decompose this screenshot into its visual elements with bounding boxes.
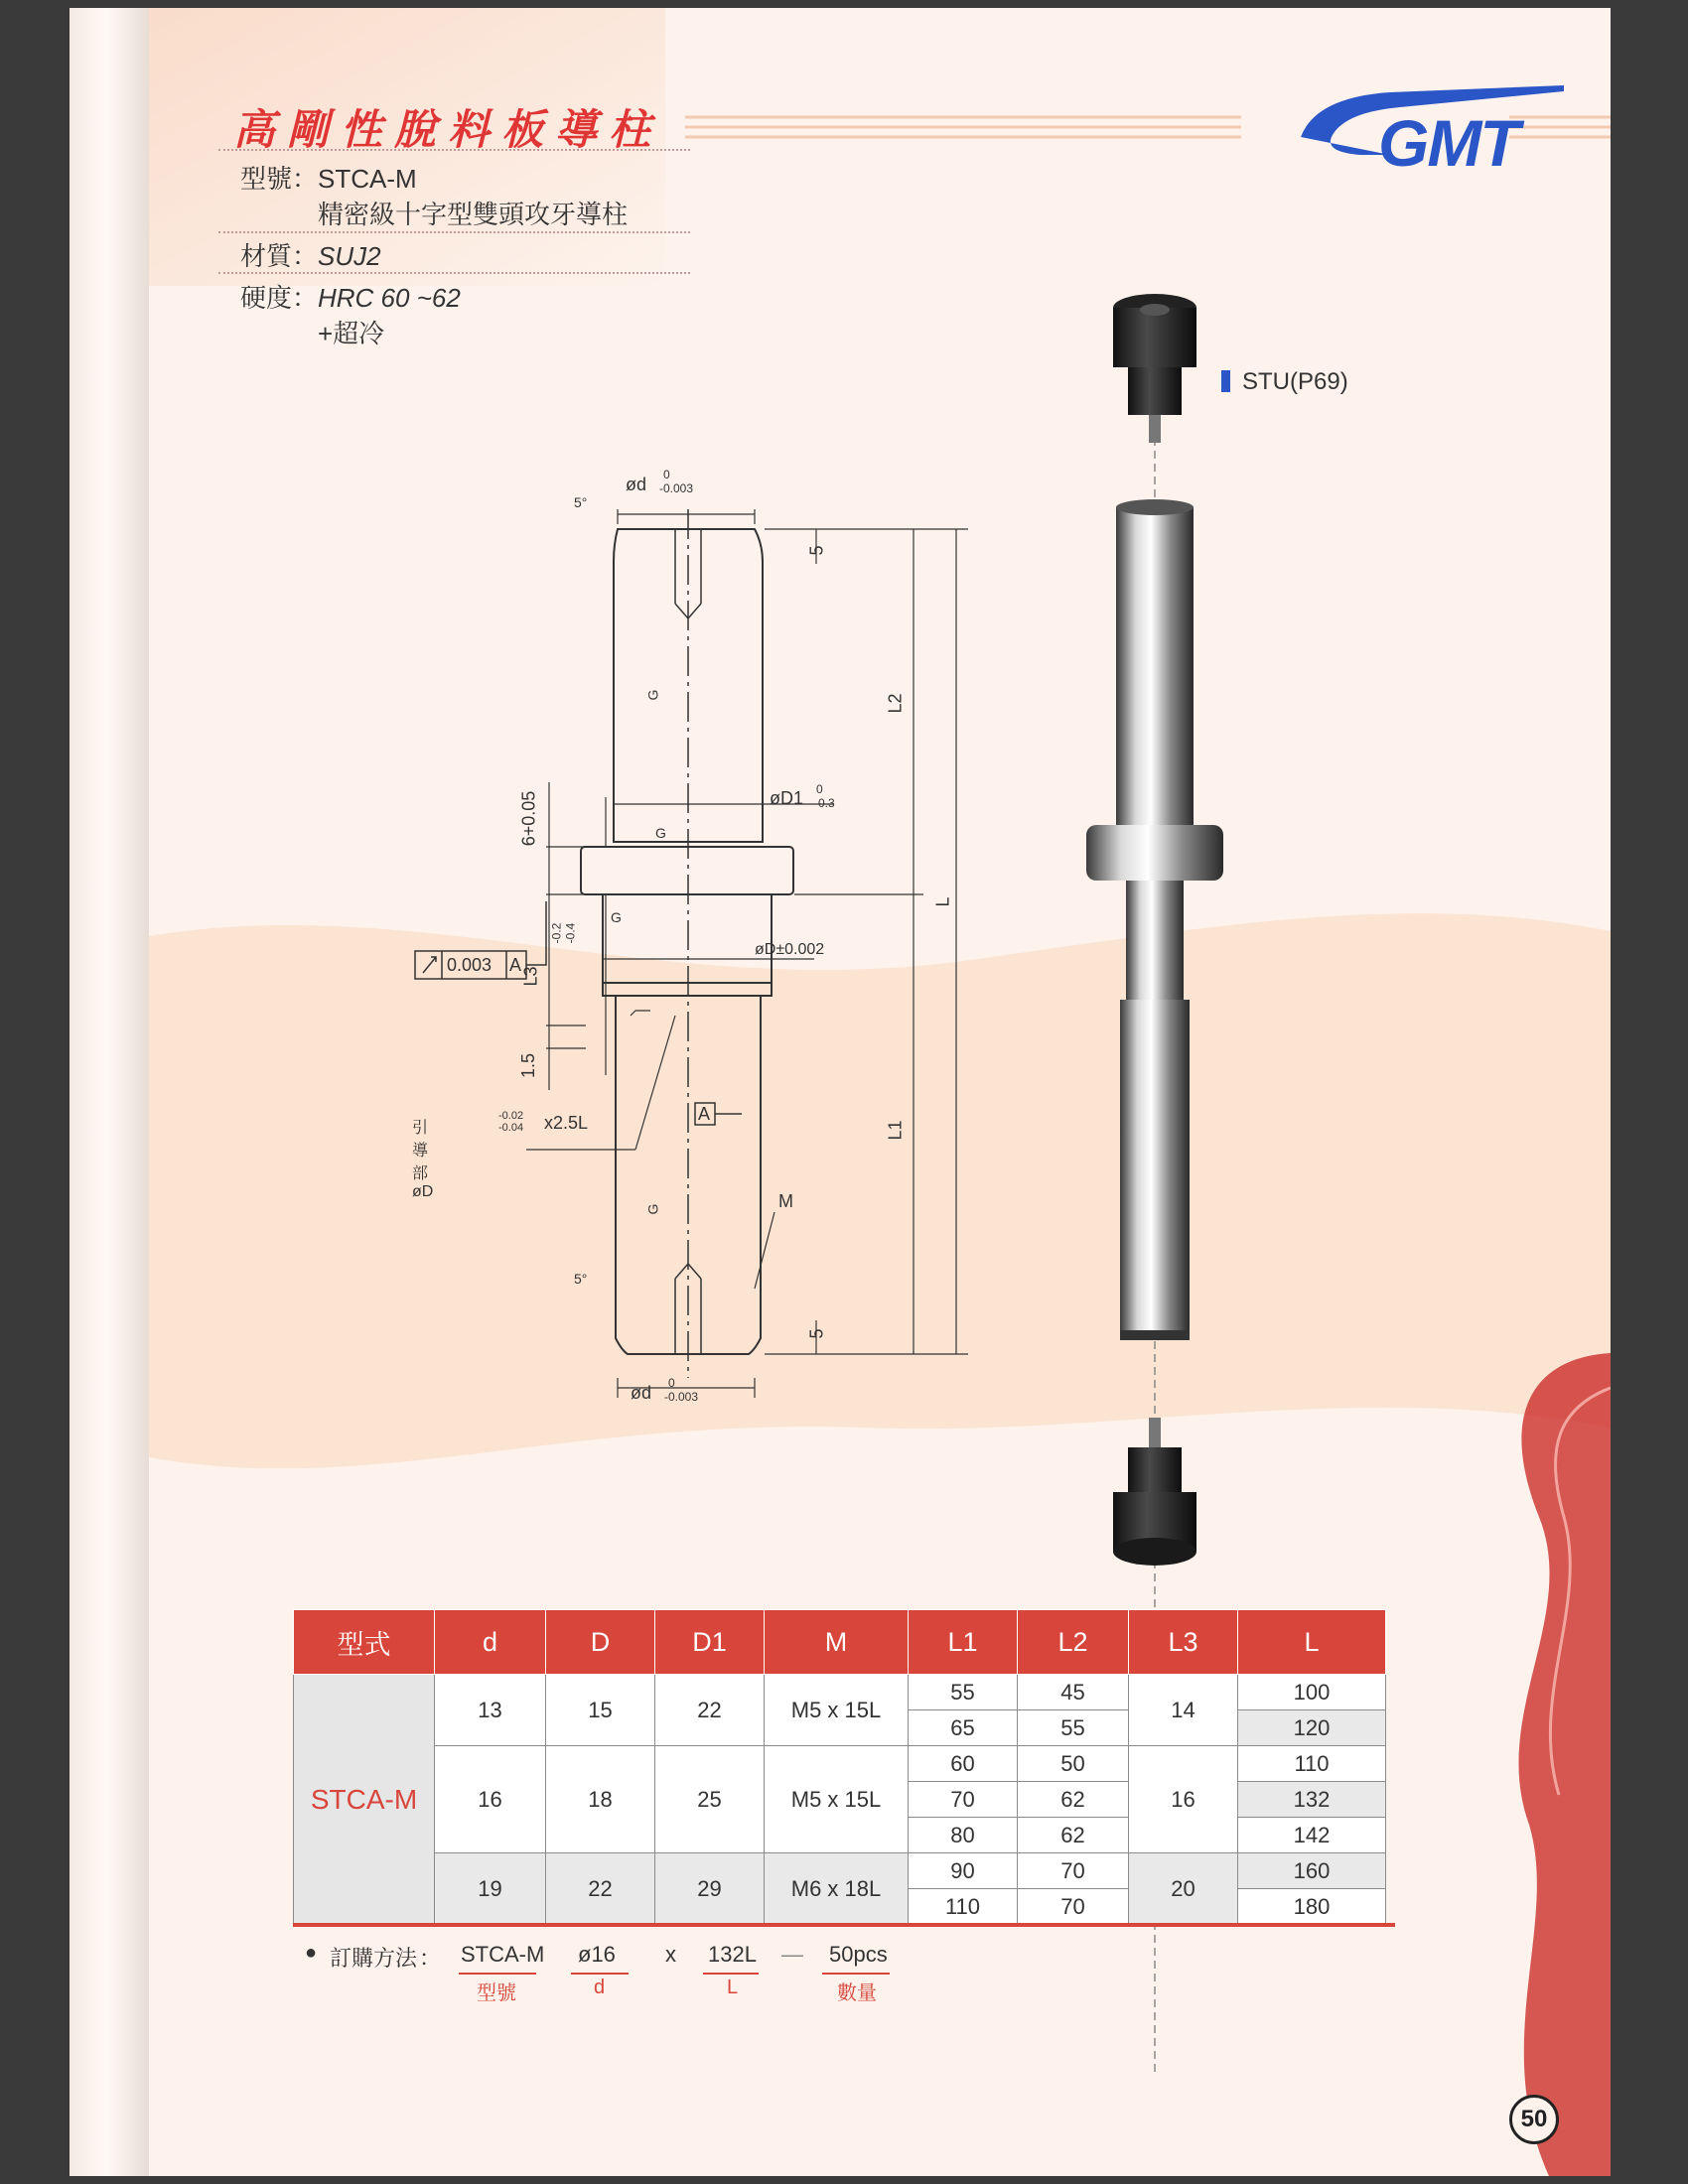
bullet-icon: ●	[305, 1942, 318, 1964]
D1-tol-lower: -0.3	[814, 796, 835, 810]
header-d: d	[435, 1610, 546, 1675]
M-cell: M5 x 15L	[765, 1675, 909, 1746]
M-cell: M6 x 18L	[765, 1853, 909, 1925]
L3-tol-lower: -0.4	[563, 922, 578, 944]
L-cell: 160	[1238, 1853, 1386, 1889]
hardness-label: 硬度：	[240, 283, 319, 313]
d-bottom-label: ød	[631, 1383, 652, 1403]
stu-label	[1221, 368, 1348, 396]
D-cell: 15	[546, 1675, 655, 1746]
header-D1: D1	[655, 1610, 765, 1675]
grind-mark: G	[644, 689, 661, 701]
angle-bottom: 5°	[574, 1271, 588, 1287]
L2-cell: 62	[1018, 1818, 1129, 1853]
dim-L3: L3	[520, 966, 541, 987]
d-top-tol-lower: -0.003	[659, 481, 694, 495]
model-value: STCA-M	[318, 164, 417, 194]
datum-A: A	[698, 1104, 711, 1124]
underline	[459, 1973, 536, 1975]
L2-cell: 55	[1018, 1710, 1129, 1746]
square-bullet-icon	[1221, 370, 1230, 392]
model-description: 精密級十字型雙頭攻牙導柱	[318, 200, 629, 229]
dim-5-top: 5	[806, 545, 827, 556]
table-row	[294, 1746, 1386, 1782]
header-L: L	[1238, 1610, 1386, 1675]
table-row	[294, 1675, 1386, 1710]
dim-L2: L2	[885, 693, 906, 714]
d-bottom-tol-lower: -0.003	[664, 1390, 699, 1404]
L-cell: 132	[1238, 1782, 1386, 1818]
D1-cell: 29	[655, 1853, 765, 1925]
order-model: STCA-M	[461, 1942, 545, 1967]
page-title: 高剛性脫料板導柱	[233, 106, 663, 153]
header-L2: L2	[1018, 1610, 1129, 1675]
L-cell: 142	[1238, 1818, 1386, 1853]
header-type: 型式	[294, 1610, 435, 1675]
L1-cell: 80	[909, 1818, 1018, 1853]
angle-top: 5°	[574, 494, 588, 510]
d-top-label: ød	[626, 475, 647, 494]
L3-tol-upper: -0.2	[549, 922, 564, 944]
order-label: 訂購方法	[330, 1946, 418, 1971]
header-D: D	[546, 1610, 655, 1675]
d-cell: 16	[435, 1746, 546, 1853]
hardness-value: HRC 60 ~62	[318, 283, 461, 313]
order-colon: ：	[419, 1946, 442, 1971]
L-cell: 110	[1238, 1746, 1386, 1782]
runout-datum: A	[509, 955, 522, 975]
L1-cell: 65	[909, 1710, 1018, 1746]
order-qty-sub: 數量	[837, 1982, 877, 2004]
material-label: 材質：	[240, 241, 319, 271]
table-bottom-rule	[293, 1923, 1395, 1927]
guide-tol-lower: -0.04	[498, 1122, 524, 1134]
D-cell: 22	[546, 1853, 655, 1925]
L3-cell: 16	[1129, 1746, 1238, 1853]
divider	[218, 272, 690, 274]
L2-cell: 62	[1018, 1782, 1129, 1818]
drawing-collar	[581, 847, 793, 894]
header-L3: L3	[1129, 1610, 1238, 1675]
order-L: 132L	[708, 1942, 757, 1967]
hardness-note: +超冷	[318, 319, 385, 348]
model-cell: STCA-M	[294, 1675, 435, 1925]
table-header-row	[294, 1610, 1386, 1675]
divider	[218, 231, 690, 233]
guide-label: 引導部 øD	[412, 1120, 434, 1200]
d-cell: 19	[435, 1853, 546, 1925]
D-cell: 18	[546, 1746, 655, 1853]
dim-5-bottom: 5	[806, 1328, 827, 1339]
hardness-row	[240, 278, 461, 315]
material-value: SUJ2	[318, 241, 381, 271]
underline	[822, 1973, 890, 1975]
thread-M: M	[778, 1191, 793, 1211]
dim-L: L	[932, 896, 953, 907]
stu-text: STU(P69)	[1242, 368, 1348, 395]
order-x: x	[665, 1942, 676, 1967]
dim-L1: L1	[885, 1120, 906, 1141]
D1-cell: 25	[655, 1746, 765, 1853]
D-tol-label: øD±0.002	[755, 941, 825, 958]
order-qty: 50pcs	[829, 1942, 888, 1967]
L2-cell: 70	[1018, 1889, 1129, 1925]
guide-tol-upper: -0.02	[498, 1110, 524, 1122]
d-bottom-tol-upper: 0	[668, 1376, 675, 1390]
dim-one-five: 1.5	[518, 1052, 539, 1079]
guide-length: x2.5L	[544, 1113, 589, 1133]
L2-cell: 70	[1018, 1853, 1129, 1889]
order-dash: —	[781, 1942, 803, 1967]
L3-cell: 20	[1129, 1853, 1238, 1925]
L2-cell: 45	[1018, 1675, 1129, 1710]
L-cell: 180	[1238, 1889, 1386, 1925]
underline	[571, 1973, 629, 1975]
spec-table	[293, 1609, 1386, 1925]
underline	[703, 1973, 759, 1975]
grind-mark: G	[644, 1203, 661, 1215]
wave-band	[149, 913, 1611, 1468]
L-cell: 120	[1238, 1710, 1386, 1746]
M-cell: M5 x 15L	[765, 1746, 909, 1853]
page-number: 50	[1509, 2095, 1559, 2144]
L3-cell: 14	[1129, 1675, 1238, 1746]
d-top-tol-upper: 0	[663, 468, 670, 481]
L1-cell: 60	[909, 1746, 1018, 1782]
L2-cell: 50	[1018, 1746, 1129, 1782]
model-row	[240, 159, 417, 196]
D1-tol-upper: 0	[816, 782, 823, 796]
catalog-page	[70, 8, 1611, 2176]
order-d-sub: d	[594, 1977, 606, 1998]
order-d: ø16	[578, 1942, 616, 1967]
red-ribbon	[1518, 1353, 1611, 2176]
L-cell: 100	[1238, 1675, 1386, 1710]
runout-tolerance: 0.003	[447, 955, 492, 975]
D1-cell: 22	[655, 1675, 765, 1746]
L1-cell: 110	[909, 1889, 1018, 1925]
header-M: M	[765, 1610, 909, 1675]
dim-six: 6+0.05	[518, 790, 539, 847]
order-L-sub: L	[727, 1977, 739, 1998]
divider	[218, 149, 690, 151]
table-row	[294, 1853, 1386, 1889]
d-cell: 13	[435, 1675, 546, 1746]
L1-cell: 90	[909, 1853, 1018, 1889]
header-L1: L1	[909, 1610, 1018, 1675]
model-label: 型號：	[240, 164, 319, 194]
book-spine	[70, 8, 149, 2176]
logo-text: GMT	[1378, 106, 1518, 180]
L1-cell: 55	[909, 1675, 1018, 1710]
D1-label: øD1	[770, 788, 804, 808]
grind-mark: G	[655, 825, 666, 841]
grind-mark: G	[611, 909, 622, 925]
material-row	[240, 236, 381, 273]
order-model-sub: 型號	[477, 1982, 516, 2004]
L1-cell: 70	[909, 1782, 1018, 1818]
